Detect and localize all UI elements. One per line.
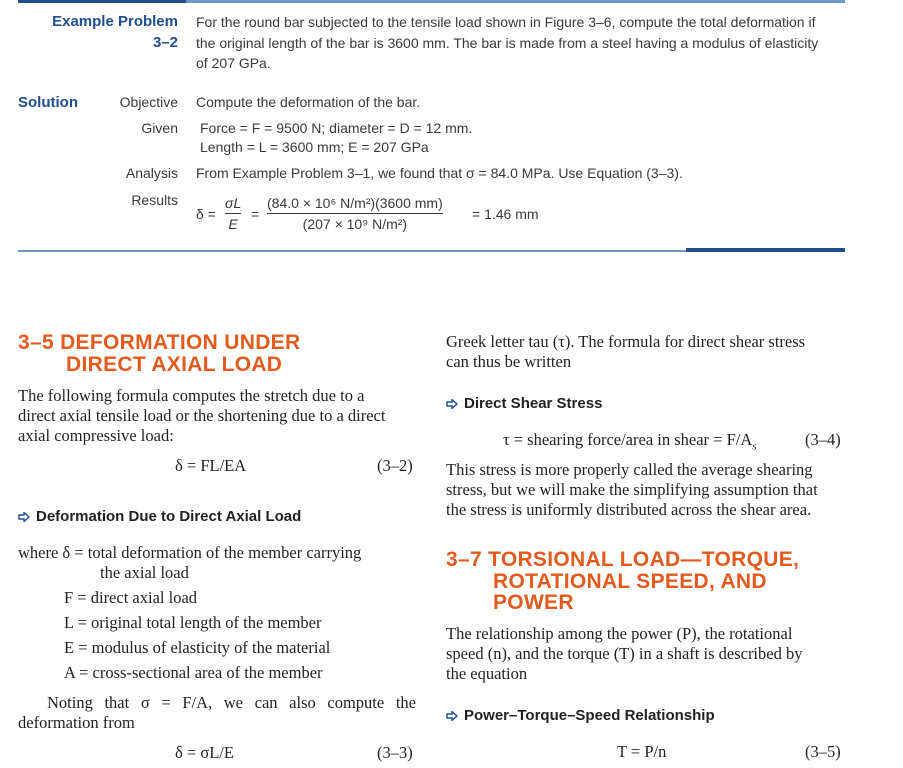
margin-note-power [446, 707, 715, 724]
where-line: where δ = total deformation of the member carrying [18, 543, 362, 562]
objective-label: Objective [119, 94, 178, 110]
arrow-right-icon [446, 711, 458, 721]
objective-text: Compute the deformation of the bar. [196, 94, 421, 110]
example-statement-line: For the round bar subjected to the tensile load shown in Figure 3–6, compute the total deformation if [196, 14, 816, 30]
section-3-7-heading: 3–7 TORSIONAL LOAD—TORQUE, [446, 548, 800, 571]
results-answer: = 1.46 mm [472, 206, 539, 222]
example-top-rule-dark [18, 0, 186, 3]
equation-3-3: δ = σL/E [175, 743, 234, 762]
where-line: the axial load [100, 563, 189, 582]
avg-stress-line: This stress is more properly called the average shearing [446, 460, 813, 479]
power-line: the equation [446, 664, 528, 683]
example-bottom-rule-dark [686, 248, 845, 252]
fraction-2-bar [267, 213, 443, 214]
margin-note-power-label: Power–Torque–Speed Relationship [464, 707, 715, 724]
given-label: Given [141, 120, 178, 136]
section-3-7-heading-cont: POWER [493, 591, 574, 614]
intro-line: direct axial tensile load or the shortening due to a direct [18, 406, 386, 425]
where-line: E = modulus of elasticity of the material [64, 638, 331, 657]
results-fraction-2 [267, 195, 443, 232]
results-lhs: δ = [196, 206, 216, 222]
section-3-5-heading: 3–5 DEFORMATION UNDER [18, 331, 301, 354]
tau-line: can thus be written [446, 352, 572, 371]
equation-3-4-subscript: s [752, 440, 757, 453]
noting-line: deformation from [18, 713, 135, 732]
equation-3-4-text: τ = shearing force/area in shear = F/A [503, 430, 753, 449]
solution-label: Solution [18, 94, 78, 111]
avg-stress-line: the stress is uniformly distributed across the shear area. [446, 500, 812, 519]
fraction-1-numerator: σL [225, 195, 242, 211]
fraction-1-denominator: E [228, 216, 238, 232]
section-3-7-heading-cont: ROTATIONAL SPEED, AND [493, 570, 767, 593]
analysis-label: Analysis [125, 165, 178, 181]
equation-3-3-number: (3–3) [377, 743, 413, 762]
intro-line: axial compressive load: [18, 426, 174, 445]
analysis-text: From Example Problem 3–1, we found that σ = 84.0 MPa. Use Equation (3–3). [196, 165, 683, 181]
fraction-1-bar [225, 213, 241, 214]
example-statement-line: the original length of the bar is 3600 mm. The bar is made from a steel having a modulus of elasticity [196, 35, 819, 51]
margin-note-axial [18, 508, 301, 525]
equation-3-2-number: (3–2) [377, 456, 413, 475]
example-number: 3–2 [152, 34, 178, 51]
intro-line: The following formula computes the stretch due to a [18, 386, 365, 405]
results-label: Results [131, 192, 178, 208]
example-bottom-rule-light [18, 250, 686, 252]
example-top-rule-light [186, 0, 845, 3]
equation-3-4 [503, 430, 757, 452]
margin-note-shear [446, 395, 602, 412]
example-statement-line: of 207 GPa. [196, 55, 271, 71]
avg-stress-line: stress, but we will make the simplifying assumption that [446, 480, 818, 499]
example-label: Example Problem [52, 13, 178, 30]
margin-note-axial-label: Deformation Due to Direct Axial Load [36, 508, 302, 525]
where-line: F = direct axial load [64, 588, 198, 607]
power-line: The relationship among the power (P), the rotational [446, 624, 793, 643]
given-line: Length = L = 3600 mm; E = 207 GPa [200, 139, 429, 155]
margin-note-shear-label: Direct Shear Stress [464, 395, 603, 412]
where-line: L = original total length of the member [64, 613, 322, 632]
given-line: Force = F = 9500 N; diameter = D = 12 mm. [200, 120, 473, 136]
fraction-2-denominator: (207 × 10⁹ N/m²) [302, 216, 408, 232]
equation-3-5: T = P/n [617, 742, 667, 761]
noting-line: Noting that σ = F/A, we can also compute the [47, 693, 416, 712]
equation-3-5-number: (3–5) [805, 742, 841, 761]
results-fraction-1 [225, 195, 241, 232]
equation-3-4-number: (3–4) [805, 430, 841, 449]
section-3-5-heading-cont: DIRECT AXIAL LOAD [66, 353, 283, 376]
arrow-right-icon [18, 512, 30, 522]
results-equals: = [251, 206, 260, 222]
power-line: speed (n), and the torque (T) in a shaft is described by [446, 644, 803, 663]
fraction-2-numerator: (84.0 × 10⁶ N/m²)(3600 mm) [267, 195, 443, 211]
equation-3-2: δ = FL/EA [175, 456, 247, 475]
tau-line: Greek letter tau (τ). The formula for direct shear stress [446, 332, 806, 351]
where-line: A = cross-sectional area of the member [64, 663, 323, 682]
arrow-right-icon [446, 399, 458, 409]
